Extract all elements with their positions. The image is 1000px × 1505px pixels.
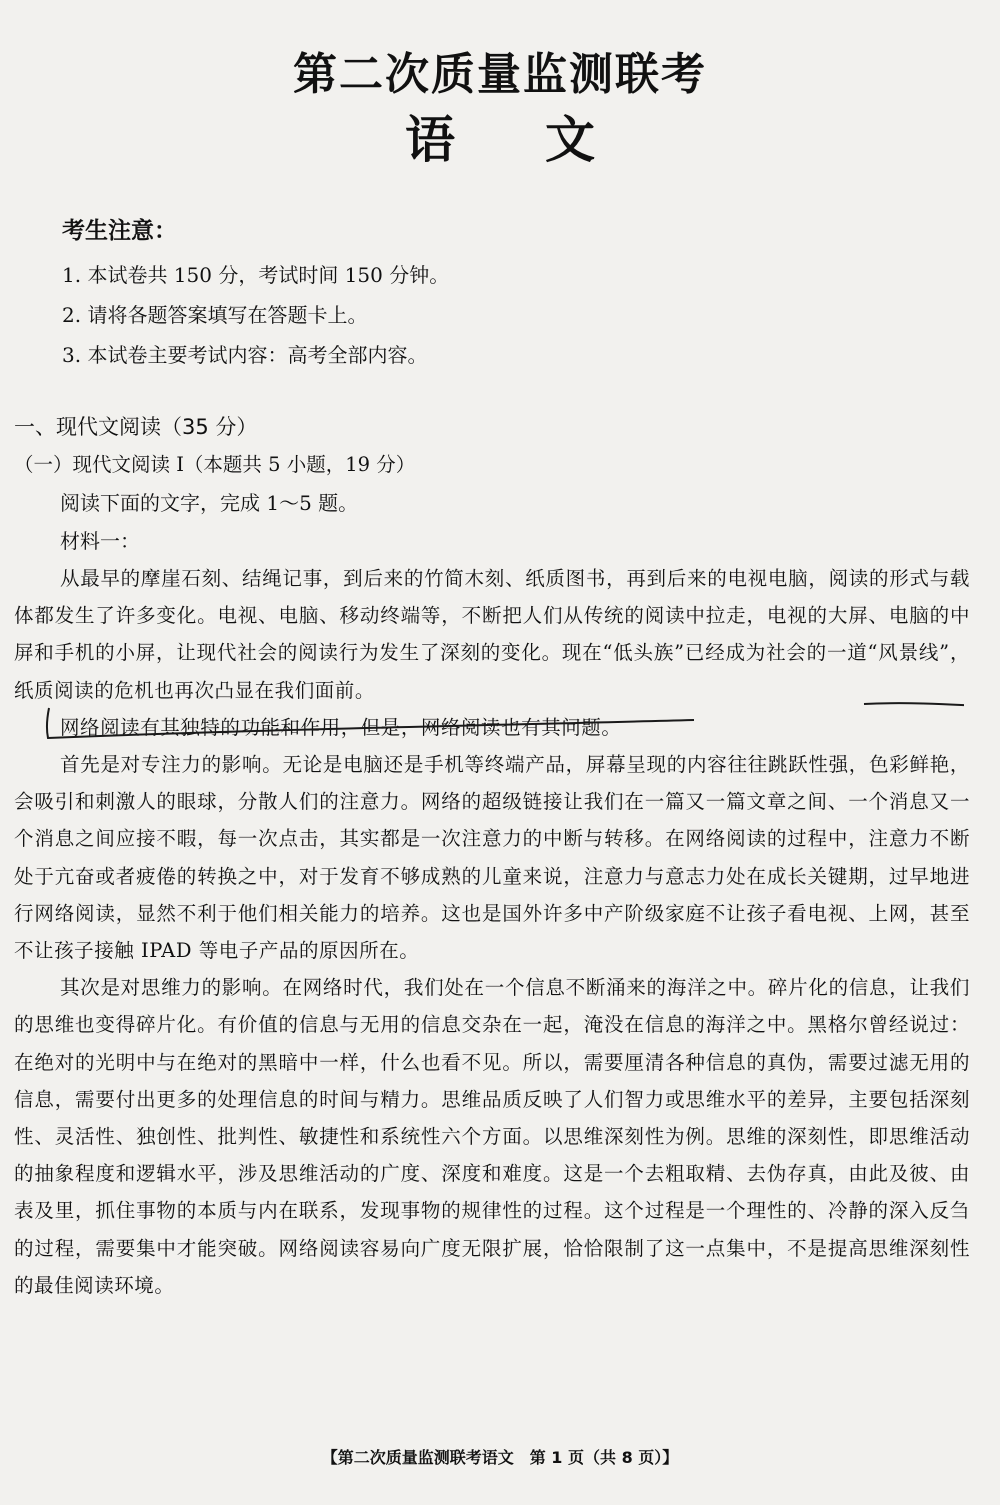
section-heading: 一、现代文阅读（35 分） — [14, 415, 258, 439]
paragraph-1: 从最早的摩崖石刻、结绳记事，到后来的竹简木刻、纸质图书，再到后来的电视电脑，阅读的形式与载体都发生了许多变化。电视、电脑、移动终端等，不断把人们从传统的阅读中拉走，电视的大屏、电脑的中屏和手机的小屏，让现代社会的阅读行为发生了深刻的变化。现在“低头族”已经成为社会的一道“风景线”，纸质阅读的危机也再次凸显在我们面前。 — [14, 567, 970, 702]
reading-section — [14, 408, 970, 1304]
material-label: 材料一： — [60, 529, 140, 553]
notice-item-3: 3. 本试卷主要考试内容：高考全部内容。 — [62, 343, 428, 367]
reading-instruction: 阅读下面的文字，完成 1～5 题。 — [60, 491, 359, 515]
notice-title: 考生注意： — [62, 218, 177, 244]
section-subheading: （一）现代文阅读 I（本题共 5 小题，19 分） — [14, 453, 416, 476]
paragraph-3: 首先是对专注力的影响。无论是电脑还是手机等终端产品，屏幕呈现的内容往往跳跃性强，色彩鲜艳，会吸引和刺激人的眼球，分散人们的注意力。网络的超级链接让我们在一篇又一篇文章之间、一个消息又一个消息之间应接不暇，每一次点击，其实都是一次注意力的中断与转移。在网络阅读的过程中，注意力不断处于亢奋或者疲倦的转换之中，对于发育不够成熟的儿童来说，注意力与意志力处在成长关键期，过早地进行网络阅读，显然不利于他们相关能力的培养。这也是国外许多中产阶级家庭不让孩子看电视、上网，甚至不让孩子接触 IPAD 等电子产品的原因所在。 — [14, 753, 970, 963]
page-footer: 【第二次质量监测联考语文 第 1 页（共 8 页）】 — [321, 1448, 679, 1467]
notice-item-2: 2. 请将各题答案填写在答题卡上。 — [62, 303, 368, 327]
paragraph-4: 其次是对思维力的影响。在网络时代，我们处在一个信息不断涌来的海洋之中。碎片化的信息，让我们的思维也变得碎片化。有价值的信息与无用的信息交杂在一起，淹没在信息的海洋之中。黑格尔曾经说过：在绝对的光明中与在绝对的黑暗中一样，什么也看不见。所以，需要厘清各种信息的真伪，需要过滤无用的信息，需要付出更多的处理信息的时间与精力。思维品质反映了人们智力或思维水平的差异，主要包括深刻性、灵活性、独创性、批判性、敏捷性和系统性六个方面。以思维深刻性为例。思维的深刻性，即思维活动的抽象程度和逻辑水平，涉及思维活动的广度、深度和难度。这是一个去粗取精、去伪存真，由此及彼、由表及里，抓住事物的本质与内在联系，发现事物的规律性的过程。这个过程是一个理性的、冷静的深入反刍的过程，需要集中才能突破。网络阅读容易向广度无限扩展，恰恰限制了这一点集中，不是提高思维深刻性的最佳阅读环境。 — [14, 976, 970, 1297]
candidate-notice — [62, 212, 942, 375]
notice-item-1: 1. 本试卷共 150 分，考试时间 150 分钟。 — [62, 263, 450, 287]
subject-title: 语文 — [405, 111, 685, 169]
paragraph-2: 网络阅读有其独特的功能和作用，但是，网络阅读也有其问题。 — [60, 715, 622, 739]
exam-title: 第二次质量监测联考 — [293, 49, 707, 100]
